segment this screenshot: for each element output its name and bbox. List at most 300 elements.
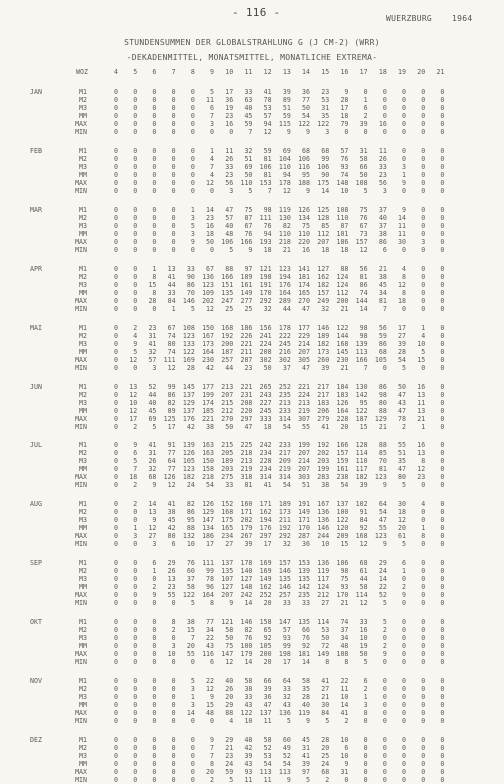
table-cell: 76 xyxy=(359,213,368,222)
table-cell: 0 xyxy=(114,685,118,693)
table-cell: 9 xyxy=(306,717,310,725)
table-cell: 81 xyxy=(244,481,253,490)
table-cell: 11 xyxy=(244,775,253,784)
table-cell: 8 xyxy=(210,599,214,608)
table-cell: 302 xyxy=(259,355,272,364)
table-cell: 67 xyxy=(359,221,368,230)
hour-header: 12 xyxy=(263,68,272,76)
table-cell: 47 xyxy=(398,390,406,399)
table-cell: 162 xyxy=(317,272,330,281)
table-cell: 84 xyxy=(359,516,368,525)
table-cell: 64 xyxy=(167,457,176,466)
table-cell: 235 xyxy=(278,390,291,399)
table-cell: 203 xyxy=(317,457,330,466)
table-cell: 0 xyxy=(402,775,406,784)
table-cell: 28 xyxy=(148,296,157,305)
table-cell: 0 xyxy=(133,540,138,549)
table-cell: 2 xyxy=(402,583,406,592)
table-cell: 168 xyxy=(355,532,368,541)
hour-header: 16 xyxy=(340,68,349,76)
table-cell: 244 xyxy=(317,532,330,541)
month-label: JUN xyxy=(30,382,42,391)
table-cell: 0 xyxy=(382,751,387,760)
table-cell: 0 xyxy=(152,735,157,744)
table-cell: 105 xyxy=(374,355,387,364)
table-cell: 19 xyxy=(225,104,234,112)
table-cell: 68 xyxy=(148,473,157,482)
table-cell: 54 xyxy=(302,112,310,120)
table-cell: 12 xyxy=(148,524,157,533)
table-cell: 44 xyxy=(148,390,157,399)
table-cell: 39 xyxy=(282,88,291,96)
table-cell: 0 xyxy=(133,677,138,685)
table-cell: 279 xyxy=(317,414,330,423)
table-cell: 0 xyxy=(440,481,445,490)
table-cell: 3 xyxy=(133,532,138,541)
table-cell: 0 xyxy=(133,735,138,744)
table-cell: 212 xyxy=(317,591,330,600)
row-type-label: M2 xyxy=(79,272,87,281)
year: 1964 xyxy=(452,14,473,23)
table-cell: 243 xyxy=(259,390,272,399)
table-cell: 3 xyxy=(171,642,176,651)
table-cell: 38 xyxy=(206,422,214,431)
table-cell: 171 xyxy=(240,508,253,517)
table-cell: 0 xyxy=(114,473,118,482)
table-cell: 74 xyxy=(340,170,349,179)
table-cell: 14 xyxy=(148,500,157,509)
table-cell: 0 xyxy=(421,735,426,744)
table-cell: 9 xyxy=(248,245,253,254)
table-cell: 0 xyxy=(440,296,445,305)
table-cell: 14 xyxy=(321,186,330,195)
table-cell: 9 xyxy=(210,693,214,701)
table-cell: 0 xyxy=(152,650,157,659)
table-cell: 65 xyxy=(263,626,272,635)
row-type-label: M1 xyxy=(79,559,87,568)
table-cell: 5 xyxy=(325,717,330,725)
table-cell: 314 xyxy=(278,473,291,482)
table-cell: 0 xyxy=(190,178,195,187)
table-cell: 202 xyxy=(240,516,253,525)
table-cell: 81 xyxy=(263,154,272,163)
table-cell: 9 xyxy=(306,186,310,195)
table-cell: 98 xyxy=(263,205,272,214)
table-cell: 0 xyxy=(114,398,118,407)
table-cell: 14 xyxy=(359,304,368,313)
table-cell: 36 xyxy=(302,88,310,96)
table-cell: 35 xyxy=(321,112,330,120)
table-cell: 38 xyxy=(321,481,330,490)
table-cell: 0 xyxy=(440,743,445,752)
table-cell: 0 xyxy=(363,735,368,744)
table-cell: 0 xyxy=(114,221,118,230)
table-cell: 200 xyxy=(221,339,234,348)
table-cell: 114 xyxy=(355,449,368,458)
table-cell: 173 xyxy=(278,508,291,517)
table-cell: 203 xyxy=(221,465,234,474)
table-cell: 207 xyxy=(298,347,310,356)
table-cell: 0 xyxy=(133,559,138,568)
table-cell: 0 xyxy=(440,693,445,701)
table-cell: 213 xyxy=(221,382,234,391)
table-cell: 50 xyxy=(359,170,368,179)
table-cell: 94 xyxy=(282,170,291,179)
table-cell: 0 xyxy=(190,112,195,120)
table-cell: 82 xyxy=(244,626,253,635)
table-cell: 0 xyxy=(114,104,118,112)
table-cell: 169 xyxy=(182,355,195,364)
table-cell: 5 xyxy=(382,599,387,608)
table-cell: 0 xyxy=(402,701,406,709)
table-cell: 0 xyxy=(114,331,118,340)
table-cell: 178 xyxy=(278,178,291,187)
table-cell: 41 xyxy=(263,481,272,490)
table-cell: 0 xyxy=(114,524,118,533)
table-cell: 164 xyxy=(278,288,291,297)
table-cell: 191 xyxy=(298,500,310,509)
table-cell: 30 xyxy=(321,701,330,709)
table-cell: 144 xyxy=(355,296,368,305)
table-cell: 18 xyxy=(321,245,330,254)
table-cell: 214 xyxy=(298,457,310,466)
table-cell: 0 xyxy=(421,626,426,635)
table-cell: 17 xyxy=(225,88,234,96)
table-cell: 10 xyxy=(244,717,253,725)
table-cell: 7 xyxy=(133,465,138,474)
table-cell: 79 xyxy=(340,120,349,128)
table-cell: 0 xyxy=(402,642,406,651)
table-cell: 86 xyxy=(186,280,195,289)
table-cell: 0 xyxy=(114,618,118,627)
table-cell: 179 xyxy=(240,524,253,533)
table-cell: 94 xyxy=(263,120,272,128)
table-cell: 170 xyxy=(336,591,349,600)
table-cell: 0 xyxy=(114,677,118,685)
table-cell: 86 xyxy=(378,382,387,391)
table-cell: 38 xyxy=(378,272,387,281)
table-cell: 297 xyxy=(240,414,253,423)
table-cell: 0 xyxy=(421,304,426,313)
table-cell: 130 xyxy=(355,382,368,391)
table-cell: 0 xyxy=(229,128,234,136)
table-cell: 19 xyxy=(359,642,368,651)
row-type-label: M3 xyxy=(79,104,87,112)
table-cell: 0 xyxy=(133,508,138,517)
table-cell: 41 xyxy=(340,709,349,717)
table-cell: 234 xyxy=(259,465,272,474)
table-cell: 287 xyxy=(240,355,253,364)
table-cell: 0 xyxy=(440,331,445,340)
table-cell: 115 xyxy=(278,120,291,128)
table-cell: 110 xyxy=(278,229,291,238)
table-cell: 207 xyxy=(221,390,234,399)
table-cell: 35 xyxy=(398,457,406,466)
table-cell: 0 xyxy=(402,743,406,752)
table-cell: 50 xyxy=(225,422,234,431)
table-cell: 16 xyxy=(359,626,368,635)
table-cell: 10 xyxy=(340,186,349,195)
table-cell: 0 xyxy=(421,767,426,776)
table-cell: 169 xyxy=(259,567,272,576)
table-cell: 113 xyxy=(278,767,291,776)
table-cell: 0 xyxy=(440,414,445,423)
table-cell: 217 xyxy=(317,382,330,391)
table-cell: 0 xyxy=(152,709,157,717)
table-cell: 222 xyxy=(278,331,291,340)
table-cell: 38 xyxy=(167,508,176,517)
table-cell: 3 xyxy=(190,701,195,709)
table-cell: 0 xyxy=(133,162,138,171)
table-cell: 97 xyxy=(244,264,253,273)
table-cell: 0 xyxy=(133,717,138,725)
table-cell: 20 xyxy=(263,658,272,667)
table-cell: 0 xyxy=(421,743,426,752)
table-cell: 122 xyxy=(336,516,349,525)
table-cell: 28 xyxy=(398,347,406,356)
row-type-label: MM xyxy=(79,288,87,297)
table-cell: 0 xyxy=(421,213,426,222)
table-cell: 161 xyxy=(336,465,349,474)
table-cell: 122 xyxy=(240,709,253,717)
table-cell: 2 xyxy=(363,685,368,693)
table-cell: 0 xyxy=(440,229,445,238)
table-cell: 47 xyxy=(225,205,234,214)
table-cell: 15 xyxy=(417,355,426,364)
table-cell: 0 xyxy=(133,146,138,155)
table-cell: 58 xyxy=(225,626,234,635)
table-cell: 0 xyxy=(421,575,426,584)
table-cell: 136 xyxy=(202,272,214,281)
table-cell: 123 xyxy=(374,473,387,482)
table-cell: 0 xyxy=(152,154,157,163)
table-cell: 0 xyxy=(421,221,426,230)
table-cell: 0 xyxy=(152,751,157,760)
table-cell: 0 xyxy=(421,701,426,709)
table-cell: 159 xyxy=(336,457,349,466)
table-cell: 9 xyxy=(286,775,291,784)
table-cell: 8 xyxy=(402,288,406,297)
table-cell: 0 xyxy=(440,422,445,431)
table-cell: 61 xyxy=(398,532,406,541)
table-cell: 0 xyxy=(171,88,176,96)
table-cell: 0 xyxy=(421,567,426,576)
table-cell: 1 xyxy=(421,323,426,332)
table-cell: 53 xyxy=(263,751,272,760)
table-cell: 2 xyxy=(363,112,368,120)
table-cell: 0 xyxy=(190,759,195,768)
table-cell: 0 xyxy=(440,775,445,784)
table-cell: 92 xyxy=(302,642,310,651)
table-cell: 3 xyxy=(402,162,406,171)
table-cell: 68 xyxy=(321,767,330,776)
table-cell: 0 xyxy=(133,685,138,693)
table-cell: 86 xyxy=(378,237,387,246)
table-cell: 0 xyxy=(171,634,176,643)
row-type-label: M3 xyxy=(79,516,87,525)
month-label: NOV xyxy=(30,677,42,685)
table-cell: 0 xyxy=(114,347,118,356)
table-cell: 0 xyxy=(440,516,445,525)
table-cell: 221 xyxy=(240,339,253,348)
row-type-label: MAX xyxy=(75,767,87,776)
table-cell: 0 xyxy=(440,221,445,230)
table-cell: 33 xyxy=(359,618,368,627)
table-cell: 47 xyxy=(378,516,387,525)
table-cell: 247 xyxy=(221,296,234,305)
table-cell: 0 xyxy=(152,112,157,120)
table-cell: 127 xyxy=(240,575,253,584)
table-cell: 228 xyxy=(336,414,349,423)
table-cell: 0 xyxy=(171,186,176,195)
table-cell: 0 xyxy=(133,104,138,112)
table-cell: 2 xyxy=(382,642,387,651)
table-cell: 68 xyxy=(321,146,330,155)
table-cell: 17 xyxy=(282,658,291,667)
table-cell: 297 xyxy=(259,532,272,541)
table-cell: 0 xyxy=(440,626,445,635)
table-cell: 111 xyxy=(202,559,214,568)
table-cell: 36 xyxy=(263,693,272,701)
table-cell: 0 xyxy=(133,575,138,584)
table-cell: 6 xyxy=(363,104,368,112)
table-cell: 68 xyxy=(378,347,387,356)
table-cell: 0 xyxy=(171,701,176,709)
row-type-label: M2 xyxy=(79,567,87,576)
table-cell: 41 xyxy=(167,500,176,509)
table-cell: 58 xyxy=(186,583,195,592)
table-cell: 42 xyxy=(244,743,253,752)
table-cell: 23 xyxy=(148,323,157,332)
table-cell: 0 xyxy=(421,658,426,667)
table-cell: 57 xyxy=(148,355,157,364)
table-cell: 0 xyxy=(171,237,176,246)
table-cell: 6 xyxy=(402,559,406,568)
table-cell: 25 xyxy=(225,304,234,313)
table-cell: 47 xyxy=(244,422,253,431)
table-cell: 192 xyxy=(221,331,234,340)
table-cell: 7 xyxy=(210,162,214,171)
table-cell: 29 xyxy=(167,559,176,568)
row-type-label: MAX xyxy=(75,591,87,600)
table-cell: 0 xyxy=(114,650,118,659)
table-cell: 238 xyxy=(336,473,349,482)
table-cell: 0 xyxy=(421,634,426,643)
table-cell: 157 xyxy=(278,559,291,568)
table-cell: 153 xyxy=(298,559,310,568)
row-type-label: MAX xyxy=(75,473,87,482)
table-cell: 0 xyxy=(440,457,445,466)
table-cell: 119 xyxy=(317,567,330,576)
table-cell: 0 xyxy=(114,88,118,96)
table-cell: 6 xyxy=(210,104,214,112)
table-cell: 11 xyxy=(378,146,387,155)
table-cell: 0 xyxy=(133,288,138,297)
table-cell: 12 xyxy=(398,280,406,289)
table-cell: 14 xyxy=(244,658,253,667)
table-cell: 186 xyxy=(336,237,349,246)
table-cell: 120 xyxy=(336,524,349,533)
table-cell: 0 xyxy=(440,709,445,717)
row-type-label: M2 xyxy=(79,626,87,635)
table-cell: 218 xyxy=(240,449,253,458)
table-cell: 136 xyxy=(278,709,291,717)
row-type-label: MAX xyxy=(75,355,87,364)
table-cell: 235 xyxy=(298,591,310,600)
table-cell: 0 xyxy=(440,449,445,458)
table-cell: 0 xyxy=(152,245,157,254)
table-cell: 9 xyxy=(210,735,214,744)
table-cell: 0 xyxy=(114,693,118,701)
table-cell: 0 xyxy=(382,88,387,96)
row-type-label: MAX xyxy=(75,650,87,659)
table-cell: 224 xyxy=(259,339,272,348)
table-cell: 84 xyxy=(167,296,176,305)
table-cell: 34 xyxy=(378,288,387,297)
table-cell: 149 xyxy=(298,508,310,517)
table-cell: 104 xyxy=(278,154,291,163)
table-cell: 194 xyxy=(259,516,272,525)
table-cell: 1 xyxy=(133,524,138,533)
table-cell: 170 xyxy=(298,524,310,533)
station-name: WUERZBURG xyxy=(386,14,433,23)
table-cell: 0 xyxy=(440,677,445,685)
table-cell: 0 xyxy=(421,104,426,112)
table-cell: 146 xyxy=(278,567,291,576)
table-cell: 6 xyxy=(171,540,176,549)
table-cell: 227 xyxy=(259,398,272,407)
table-cell: 0 xyxy=(133,237,138,246)
table-cell: 0 xyxy=(114,162,118,171)
table-cell: 173 xyxy=(317,347,330,356)
table-cell: 0 xyxy=(171,170,176,179)
table-cell: 0 xyxy=(402,626,406,635)
table-cell: 126 xyxy=(298,205,310,214)
table-cell: 151 xyxy=(221,280,234,289)
table-cell: 0 xyxy=(402,186,406,195)
table-cell: 48 xyxy=(206,709,214,717)
table-cell: 5 xyxy=(229,245,234,254)
table-cell: 39 xyxy=(244,540,253,549)
table-cell: 207 xyxy=(317,237,330,246)
table-cell: 12 xyxy=(167,363,176,372)
row-type-label: M1 xyxy=(79,264,87,273)
hour-header: 14 xyxy=(302,68,310,76)
table-cell: 191 xyxy=(259,280,272,289)
table-cell: 0 xyxy=(440,735,445,744)
table-cell: 0 xyxy=(133,296,138,305)
table-cell: 4 xyxy=(421,331,426,340)
table-cell: 64 xyxy=(378,500,387,509)
table-cell: 39 xyxy=(263,685,272,693)
table-cell: 0 xyxy=(171,96,176,104)
table-cell: 0 xyxy=(440,599,445,608)
table-cell: 42 xyxy=(206,363,214,372)
table-cell: 55 xyxy=(186,650,195,659)
table-cell: 5 xyxy=(190,304,195,313)
table-cell: 78 xyxy=(263,96,272,104)
table-cell: 26 xyxy=(225,685,234,693)
table-cell: 40 xyxy=(378,213,387,222)
table-cell: 166 xyxy=(355,355,368,364)
table-cell: 0 xyxy=(363,751,368,760)
table-cell: 156 xyxy=(259,323,272,332)
row-type-label: MM xyxy=(79,759,87,768)
table-cell: 81 xyxy=(263,170,272,179)
table-cell: 0 xyxy=(382,693,387,701)
table-cell: 110 xyxy=(240,178,253,187)
table-cell: 117 xyxy=(355,465,368,474)
